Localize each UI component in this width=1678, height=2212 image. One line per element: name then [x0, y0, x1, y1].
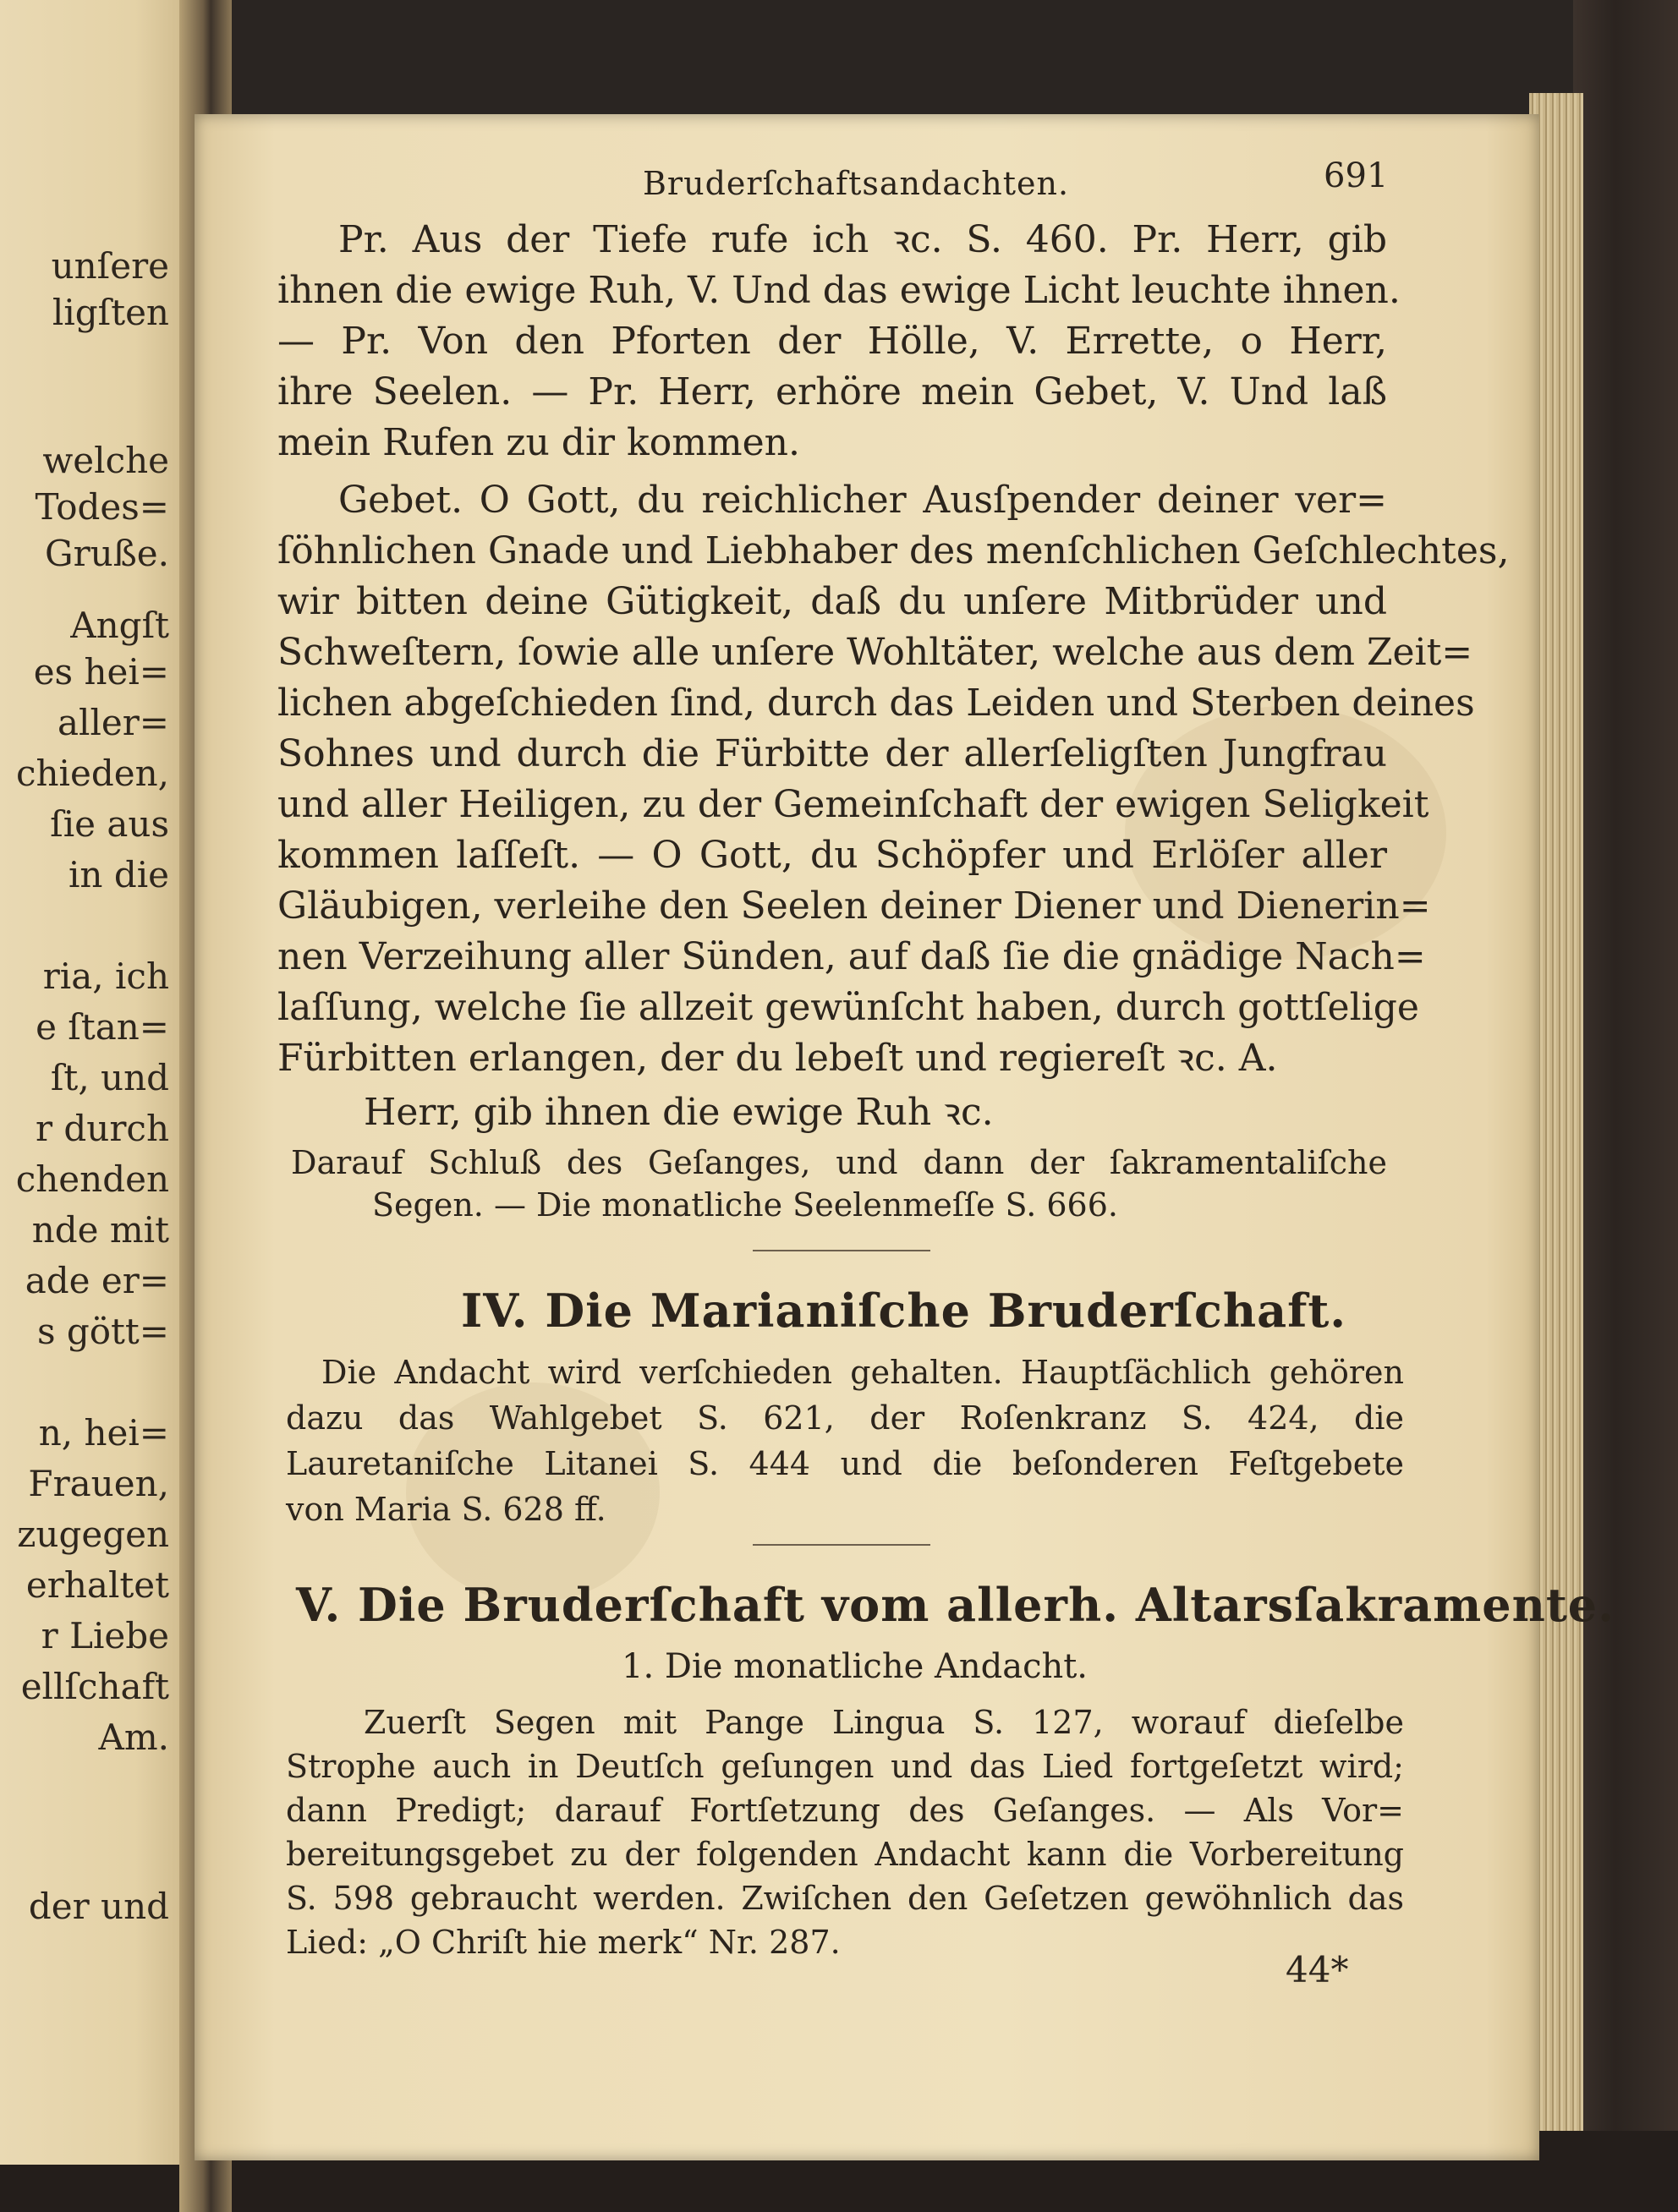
- previous-page-line: Gruße.: [45, 533, 169, 574]
- prayer-line: und aller Heiligen, zu der Gemeinſchaft der ewigen Seligkeit: [277, 783, 1429, 826]
- previous-page-line: ſt, und: [50, 1057, 169, 1098]
- page-number: 691: [1324, 156, 1389, 195]
- previous-page-line: Todes=: [35, 486, 169, 528]
- previous-page-line: chieden,: [15, 753, 169, 794]
- previous-page-line: ligſten: [52, 292, 169, 333]
- previous-page-line: der und: [28, 1886, 169, 1927]
- section-text-line: von Maria S. 628 ff.: [286, 1491, 606, 1528]
- prayer-line: wir bitten deine Gütigkeit, daß du unſere Mitbrüder und: [277, 580, 1387, 623]
- previous-page-line: erhaltet: [25, 1564, 169, 1606]
- previous-page-line: welche: [42, 440, 169, 481]
- prayer-line: kommen laſſeſt. — O Gott, du Schöpfer und Erlöſer aller: [277, 834, 1387, 877]
- previous-page-line: in die: [68, 854, 169, 895]
- previous-page-line: r durch: [35, 1108, 169, 1149]
- running-head: Bruderſchaftsandachten.: [643, 165, 1070, 202]
- prayer-line: Sohnes und durch die Fürbitte der allerſeligſten Jungfrau: [277, 732, 1387, 775]
- section-text-line: Lauretaniſche Litanei S. 444 und die beſonderen Feſtgebete: [286, 1445, 1404, 1482]
- text-line: mein Rufen zu dir kommen.: [277, 421, 800, 464]
- prayer-line: Schweſtern, ſowie alle unſere Wohltäter, welche aus dem Zeit=: [277, 631, 1473, 674]
- section-divider: [753, 1250, 930, 1251]
- previous-page-line: unſere: [51, 245, 169, 287]
- previous-page: [0, 0, 193, 2165]
- prayer-line: Gläubigen, verleihe den Seelen deiner Diener und Dienerin=: [277, 884, 1431, 928]
- previous-page-line: e ſtan=: [36, 1006, 169, 1048]
- prayer-line: Fürbitten erlangen, der du lebeſt und regiereſt ꝛc. A.: [277, 1037, 1278, 1080]
- prayer-line: lichen abgeſchieden ſind, durch das Leiden und Sterben deines: [277, 682, 1475, 725]
- previous-page-line: zugegen: [17, 1514, 169, 1555]
- section-text-line: bereitungsgebet zu der folgenden Andacht kann die Vorbereitung: [286, 1836, 1404, 1873]
- previous-page-line: chenden: [15, 1158, 169, 1200]
- rubric-line: Segen. — Die monatliche Seelenmeſſe S. 666.: [372, 1186, 1118, 1224]
- section-subheading: 1. Die monatliche Andacht.: [622, 1647, 1089, 1686]
- previous-page-line: Frauen,: [28, 1463, 169, 1504]
- text-line: ihre Seelen. — Pr. Herr, erhöre mein Gebet, V. Und laß: [277, 370, 1387, 413]
- previous-page-line: n, hei=: [38, 1412, 169, 1454]
- rubric-line: Darauf Schluß des Geſanges, und dann der ſakramentaliſche: [291, 1144, 1387, 1181]
- section-divider: [753, 1544, 930, 1546]
- section-text-line: S. 598 gebraucht werden. Zwiſchen den Geſetzen gewöhnlich das: [286, 1880, 1404, 1917]
- previous-page-line: Angſt: [70, 605, 169, 646]
- prayer-line: laſſung, welche ſie allzeit gewünſcht haben, durch gottſelige: [277, 986, 1419, 1029]
- previous-page-line: ſie aus: [50, 803, 169, 845]
- previous-page-line: r Liebe: [41, 1615, 169, 1656]
- printer-signature: 44*: [1286, 1949, 1349, 1990]
- previous-page-line: ria, ich: [42, 955, 169, 997]
- section-text-line: Die Andacht wird verſchieden gehalten. Hauptſächlich gehören: [321, 1354, 1404, 1391]
- previous-page-line: es hei=: [33, 651, 169, 693]
- section-text-line: Strophe auch in Deutſch geſungen und das Lied fortgeſetzt wird;: [286, 1748, 1404, 1785]
- section-text-line: dann Predigt; darauf Fortſetzung des Geſanges. — Als Vor=: [286, 1792, 1404, 1829]
- closing-line: Herr, gib ihnen die ewige Ruh ꝛc.: [364, 1091, 994, 1134]
- previous-page-line: aller=: [57, 702, 169, 743]
- prayer-line: ſöhnlichen Gnade und Liebhaber des menſchlichen Geſchlechtes,: [277, 529, 1510, 572]
- previous-page-line: nde mit: [31, 1209, 169, 1251]
- section-heading: V. Die Bruderſchaft vom allerh. Altarsſakramente.: [296, 1578, 1615, 1632]
- section-text-line: Zuerſt Segen mit Pange Lingua S. 127, worauf dieſelbe: [364, 1704, 1404, 1741]
- section-heading: IV. Die Marianiſche Bruderſchaft.: [461, 1284, 1347, 1338]
- previous-page-line: s gött=: [36, 1311, 169, 1352]
- previous-page-line: ade er=: [25, 1260, 169, 1301]
- previous-page-line: ellſchaft: [20, 1666, 169, 1707]
- previous-page-line: Am.: [98, 1716, 169, 1758]
- book-cover-edge: [1573, 0, 1678, 2212]
- text-line: Pr. Aus der Tiefe rufe ich ꝛc. S. 460. Pr. Herr, gib: [338, 218, 1387, 261]
- prayer-line: Gebet. O Gott, du reichlicher Ausſpender deiner ver=: [338, 479, 1387, 522]
- section-text-line: dazu das Wahlgebet S. 621, der Roſenkranz S. 424, die: [286, 1399, 1404, 1437]
- prayer-line: nen Verzeihung aller Sünden, auf daß ſie die gnädige Nach=: [277, 935, 1426, 978]
- section-text-line: Lied: „O Chriſt hie merk“ Nr. 287.: [286, 1924, 841, 1961]
- text-line: — Pr. Von den Pforten der Hölle, V. Errette, o Herr,: [277, 320, 1387, 363]
- text-line: ihnen die ewige Ruh, V. Und das ewige Licht leuchte ihnen.: [277, 269, 1401, 312]
